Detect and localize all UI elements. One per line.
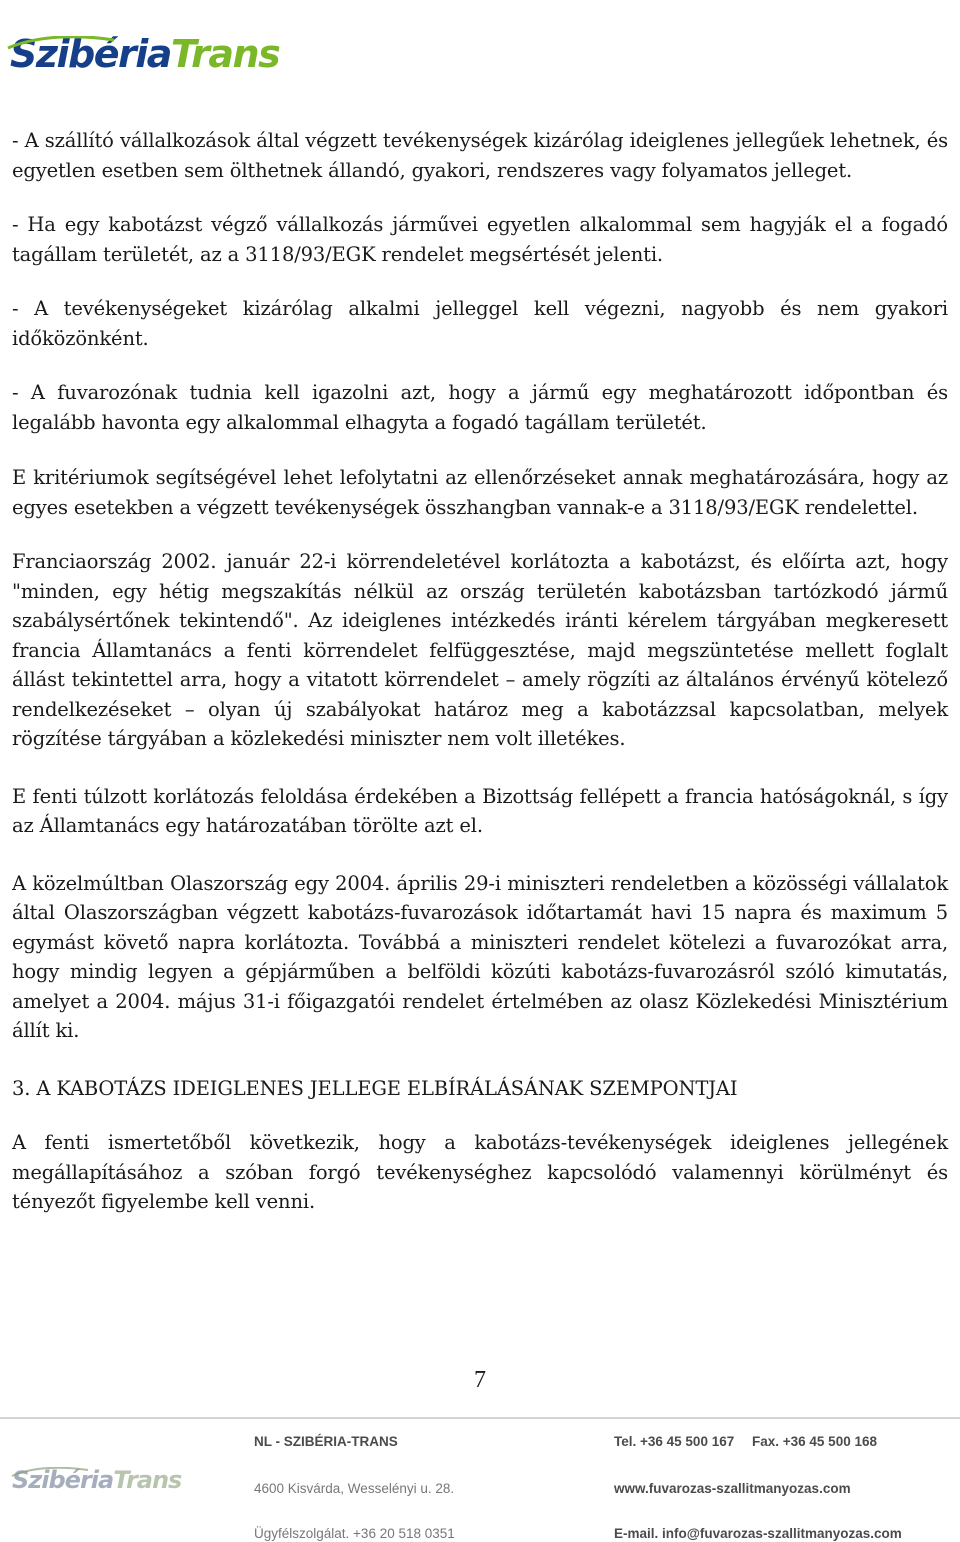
paragraph-4: - A fuvarozónak tudnia kell igazolni azt, hogy a jármű egy meghatározott időpontban és legalább havonta egy alkalommal elhagyta a fogadó tagállam területét. (12, 381, 948, 434)
section-heading: 3. A KABOTÁZS IDEIGLENES JELLEGE ELBÍRÁLÁSÁNAK SZEMPONTJAI (12, 1076, 738, 1100)
footer-logo-swoosh-icon (10, 1467, 90, 1477)
footer-address: 4600 Kisvárda, Wesselényi u. 28. (254, 1481, 455, 1496)
company-logo (10, 30, 280, 78)
footer-logo-part1: Szibéria (12, 1466, 114, 1494)
paragraph-7: E fenti túlzott korlátozás feloldása érdekében a Bizottság fellépett a francia hatóságoknál, s így az Államtanács egy határozatában törölte azt el. (12, 784, 948, 837)
footer-customer-service: Ügyfélszolgálat. +36 20 518 0351 (254, 1526, 455, 1541)
footer-logo (12, 1465, 182, 1501)
logo-brand-part1: Szibéria (10, 32, 171, 76)
footer-logo-part2: Trans (113, 1466, 182, 1494)
paragraph-6: Franciaország 2002. január 22-i körrendeletével korlátozta a kabotázst, és előírta azt, hogy "minden, egy hétig megszakítás nélkül az ország területén kabotázsban tartózkodó jármű szabálysértőnek tekintendő". Az ideiglenes intézkedés iránti kérelem tárgyában megkeresett francia Államtanács a fenti körrendelet felfüggesztése, majd megszüntetése mellett foglalt állást tekintettel arra, hogy a vitatott körrendelet – amely rögzíti az általános érvényű kötelező rendelkezéseket – olyan új szabályokat határoz meg a kabotázzsal kapcsolatban, melyek rögzítése tárgyában a közlekedési miniszter nem volt illetékes. (12, 550, 948, 750)
logo-brand-part2: Trans (170, 32, 280, 76)
document-body (12, 126, 948, 1217)
footer-website-link[interactable]: www.fuvarozas-szallitmanyozas.com (614, 1481, 851, 1496)
logo-swoosh-icon (6, 36, 116, 50)
paragraph-5: E kritériumok segítségével lehet lefolytatni az ellenőrzéseket annak meghatározására, hogy az egyes esetekben a végzett tevékenységek összhangban vannak-e a 3118/93/EGK rendelettel. (12, 466, 948, 519)
footer-fax: Fax. +36 45 500 168 (752, 1434, 877, 1449)
closing-paragraph: A fenti ismertetőből következik, hogy a kabotázs-tevékenységek ideiglenes jellegének megállapításához a szóban forgó tevékenységhez kapcsolódó valamennyi körülményt és tényezőt figyelembe kell venni. (12, 1131, 948, 1213)
footer-email-link[interactable]: E-mail. info@fuvarozas-szallitmanyozas.com (614, 1526, 902, 1541)
paragraph-1: - A szállító vállalkozások által végzett tevékenységek kizárólag ideiglenes jellegűek lehetnek, és egyetlen esetben sem ölthetnek állandó, gyakori, rendszeres vagy folyamatos jelleget. (12, 129, 948, 182)
footer-company: NL - SZIBÉRIA-TRANS (254, 1434, 398, 1449)
paragraph-3: - A tevékenységeket kizárólag alkalmi jelleggel kell végezni, nagyobb és nem gyakori időközönként. (12, 297, 948, 350)
footer-tel: Tel. +36 45 500 167 (614, 1434, 735, 1449)
paragraph-8: A közelmúltban Olaszország egy 2004. április 29-i miniszteri rendeletben a közösségi vállalatok által Olaszországban végzett kabotázs-fuvarozások időtartamát havi 15 napra és maximum 5 egymást követő napra korlátozta. Továbbá a miniszteri rendelet kötelezi a fuvarozókat arra, hogy mindig legyen a gépjárműben a belföldi közúti kabotázs-fuvarozásról szóló kimutatás, amelyet a 2004. május 31-i főigazgatói rendelet értelmében az olasz Közlekedési Minisztérium állít ki. (12, 871, 948, 1042)
page-number: 7 (474, 1367, 486, 1393)
footer-divider (0, 1417, 960, 1419)
paragraph-2: - Ha egy kabotázst végző vállalkozás járművei egyetlen alkalommal sem hagyják el a fogadó tagállam területét, az a 3118/93/EGK rendelet megsértését jelenti. (12, 213, 948, 266)
